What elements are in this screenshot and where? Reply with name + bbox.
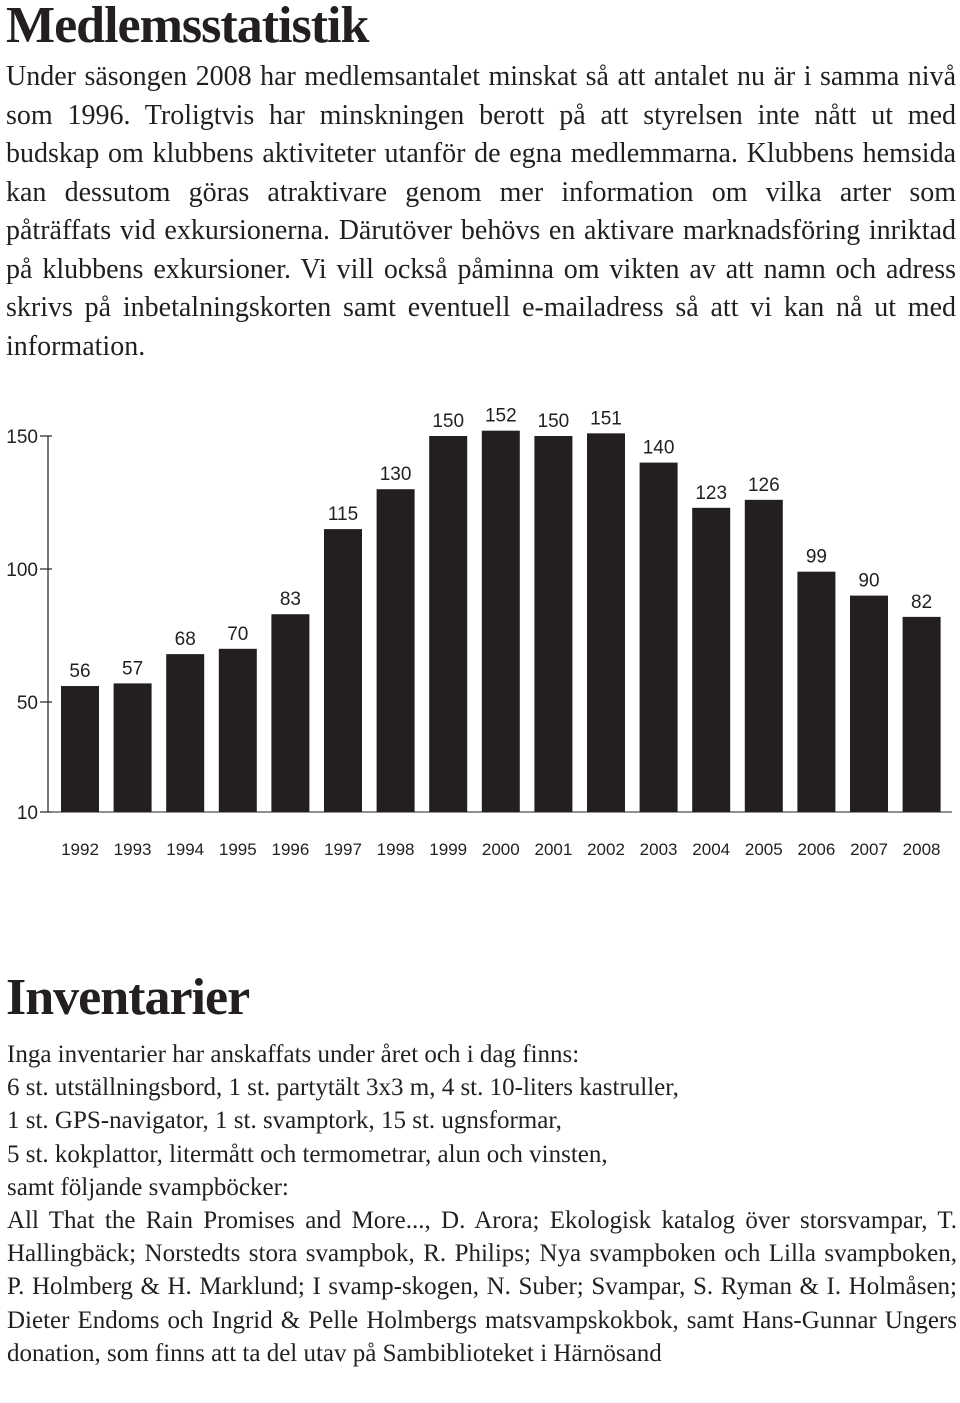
y-tick-label: 100	[6, 560, 38, 581]
x-tick-label: 2007	[850, 840, 888, 859]
bar	[324, 529, 362, 812]
bar	[640, 463, 678, 812]
bar-value-label: 90	[858, 570, 880, 592]
bar	[587, 433, 625, 812]
bar-value-label: 99	[805, 546, 827, 568]
bar-value-label: 56	[69, 661, 91, 683]
bar	[482, 431, 520, 812]
x-tick-label: 2005	[744, 840, 783, 859]
bar-value-label: 57	[122, 658, 144, 680]
bar-value-label: 126	[747, 474, 780, 496]
x-tick-label: 2000	[481, 840, 520, 859]
membership-bar-chart	[0, 396, 960, 866]
inventory-line: 6 st. utställningsbord, 1 st. partytält 3x3 m, 4 st. 10-liters kastruller,	[7, 1074, 679, 1102]
bar	[219, 649, 257, 812]
x-tick-label: 1995	[218, 840, 257, 859]
x-tick-label: 1999	[429, 840, 468, 859]
y-tick-label: 50	[16, 693, 38, 714]
bar-value-label: 123	[695, 482, 728, 504]
bar-value-label: 130	[379, 464, 412, 486]
bar	[745, 500, 783, 812]
bar	[850, 596, 888, 812]
bar	[903, 617, 941, 812]
x-tick-label: 2001	[534, 840, 573, 859]
bar	[166, 654, 204, 812]
bar-value-label: 151	[590, 408, 622, 430]
bar-value-label: 150	[537, 411, 570, 432]
bar-value-label: 82	[911, 591, 933, 613]
bar	[114, 683, 152, 812]
bar-value-label: 70	[227, 623, 249, 645]
x-tick-label: 1993	[113, 840, 152, 859]
bar	[377, 489, 415, 812]
book-list: All That the Rain Promises and More..., D. Arora; Ekologisk katalog över storsvampar, T. Hallingbäck; Norstedts stora svampbok, R. Philips; Nya svampboken och Lilla svampboken, P. Holmberg & H. Marklund; I svamp-skogen, N. Suber; Svampar, S. Ryman & I. Holmåsen; Dieter Endoms och Ingrid & Pelle Holmbergs matsvampskokbok, samt Hans-Gunnar Ungers donation, som finns att ta del utav på Sambiblioteket i Härnösand	[7, 1207, 957, 1367]
bar-value-label: 115	[327, 504, 359, 526]
stats-heading: Medlemsstatistik	[6, 0, 369, 54]
bar-value-label: 150	[432, 411, 465, 432]
inventory-line: 5 st. kokplattor, litermått och termometrar, alun och vinsten,	[7, 1140, 608, 1168]
stats-paragraph: Under säsongen 2008 har medlemsantalet minskat så att antalet nu är i samma nivå som 1996. Troligtvis har minskningen berott på att styrelsen inte nått ut med budskap om klubbens aktiviteter utanför de egna medlemmarna. Klubbens hemsida kan dessutom göras atraktivare genom mer information om vilka arter som påträffats vid exkursionerna. Därutöver behövs en aktivare marknadsföring inriktad på klubbens exkursioner. Vi vill också påminna om vikten av att namn och adress skrivs på inbetalningskorten samt eventuell e-mailadress så att vi kan nå ut med information.	[6, 61, 956, 362]
inventory-line: Inga inventarier har anskaffats under året och i dag finns:	[7, 1041, 580, 1068]
x-axis-labels-group	[61, 840, 940, 859]
bar-value-label: 152	[484, 405, 517, 427]
bar-value-label: 68	[174, 629, 196, 651]
inventory-text	[7, 1038, 957, 1370]
bars-group	[61, 431, 941, 812]
inventory-line: 1 st. GPS-navigator, 1 st. svamptork, 15 st. ugnsformar,	[7, 1107, 562, 1135]
bar-value-label: 83	[279, 589, 301, 611]
bar-value-label: 140	[642, 437, 675, 459]
bar	[271, 614, 309, 812]
inventory-heading: Inventarier	[6, 969, 250, 1026]
y-tick-label: 10	[16, 803, 38, 824]
x-tick-label: 1997	[324, 840, 362, 859]
x-tick-label: 1994	[166, 840, 205, 859]
x-tick-label: 2006	[797, 840, 836, 859]
bar	[797, 572, 835, 812]
x-tick-label: 1998	[376, 840, 415, 859]
x-tick-label: 2008	[902, 840, 941, 859]
bar	[534, 436, 572, 812]
bar	[429, 436, 467, 812]
x-tick-label: 1992	[61, 840, 99, 859]
bar	[61, 686, 99, 812]
y-tick-label: 150	[6, 427, 38, 448]
x-tick-label: 2002	[587, 840, 625, 859]
x-tick-label: 2003	[639, 840, 678, 859]
x-tick-label: 2004	[692, 840, 731, 859]
x-tick-label: 1996	[271, 840, 310, 859]
inventory-line: samt följande svampböcker:	[7, 1173, 289, 1201]
bar	[692, 508, 730, 812]
